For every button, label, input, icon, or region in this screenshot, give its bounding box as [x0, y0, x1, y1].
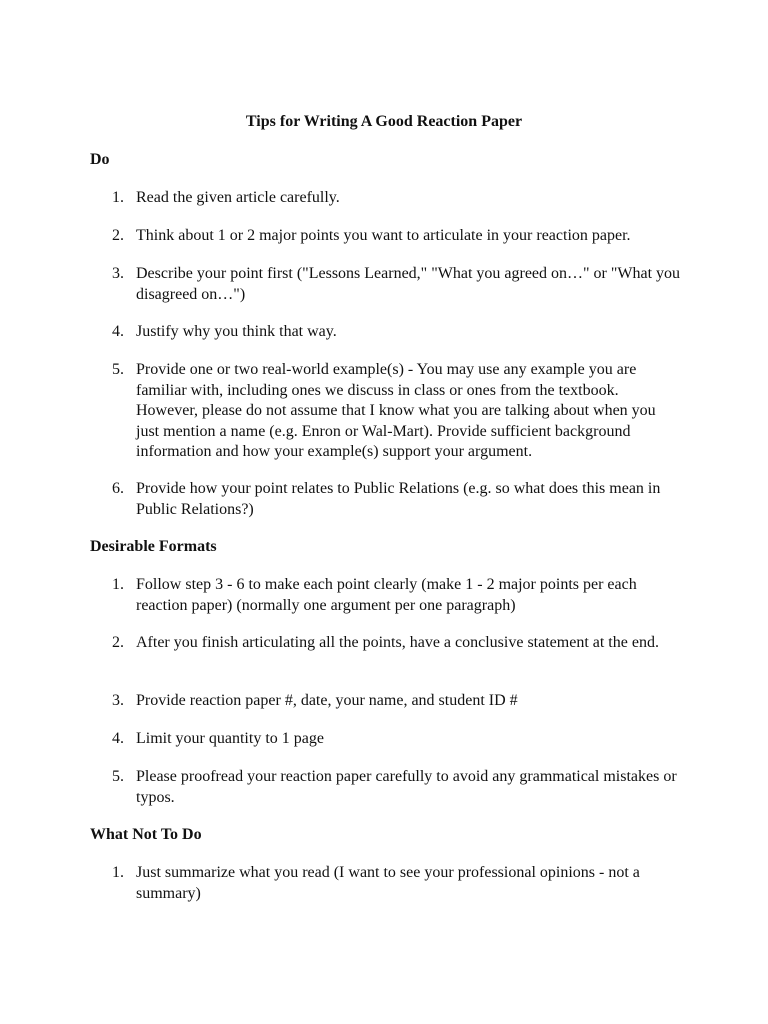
list-item-number: 2. [112, 634, 124, 651]
list-item-number: 2. [112, 227, 124, 244]
list-item-number: 5. [112, 768, 124, 785]
list-item [112, 633, 682, 654]
list-item-number: 4. [112, 323, 124, 340]
list-item [112, 729, 682, 750]
list-item-number: 6. [112, 480, 124, 497]
list-item [112, 226, 682, 247]
section-heading-do: Do [90, 151, 110, 168]
list-item-text: Provide reaction paper #, date, your name, and student ID # [136, 692, 518, 709]
list-item-number: 3. [112, 265, 124, 282]
list-item [112, 863, 682, 904]
list-item-text: Read the given article carefully. [136, 189, 340, 206]
list-item [112, 188, 682, 209]
page-title: Tips for Writing A Good Reaction Paper [245, 113, 523, 130]
list-item-text: Think about 1 or 2 major points you want to articulate in your reaction paper. [136, 227, 631, 244]
list-item-text: Just summarize what you read (I want to see your professional opinions - not a summary) [136, 864, 640, 902]
list-item [112, 575, 682, 616]
list-item-text: After you finish articulating all the points, have a conclusive statement at the end. [136, 634, 659, 651]
list-item [112, 767, 682, 808]
list-item [112, 264, 682, 305]
list-item-text: Describe your point first ("Lessons Learned," "What you agreed on…" or "What you disagreed on…") [136, 265, 681, 303]
list-item-number: 5. [112, 361, 124, 378]
list-item-text: Please proofread your reaction paper carefully to avoid any grammatical mistakes or typos. [136, 768, 677, 806]
list-item [112, 360, 682, 463]
list-item-text: Provide how your point relates to Public Relations (e.g. so what does this mean in Public Relations?) [136, 480, 661, 518]
section-heading-desirable-formats: Desirable Formats [90, 538, 217, 555]
list-item-text: Limit your quantity to 1 page [136, 730, 324, 747]
list-item-number: 1. [112, 864, 124, 881]
list-item [112, 691, 682, 712]
list-item [112, 479, 682, 520]
list-item-number: 3. [112, 692, 124, 709]
list-item [112, 322, 682, 343]
list-item-text: Follow step 3 - 6 to make each point clearly (make 1 - 2 major points per each reaction paper) (normally one argument per one paragraph) [136, 576, 637, 614]
list-item-number: 1. [112, 189, 124, 206]
list-item-text: Provide one or two real-world example(s) - You may use any example you are familiar with, including ones we discuss in class or ones from the textbook. However, please do not assume that I know what you are talking about when you just mention a name (e.g. Enron or Wal-Mart). Provide sufficient background information and how your example(s) support your argument. [136, 361, 656, 460]
list-item-number: 4. [112, 730, 124, 747]
list-item-number: 1. [112, 576, 124, 593]
section-heading-what-not-to-do: What Not To Do [90, 826, 202, 843]
list-item-text: Justify why you think that way. [136, 323, 337, 340]
